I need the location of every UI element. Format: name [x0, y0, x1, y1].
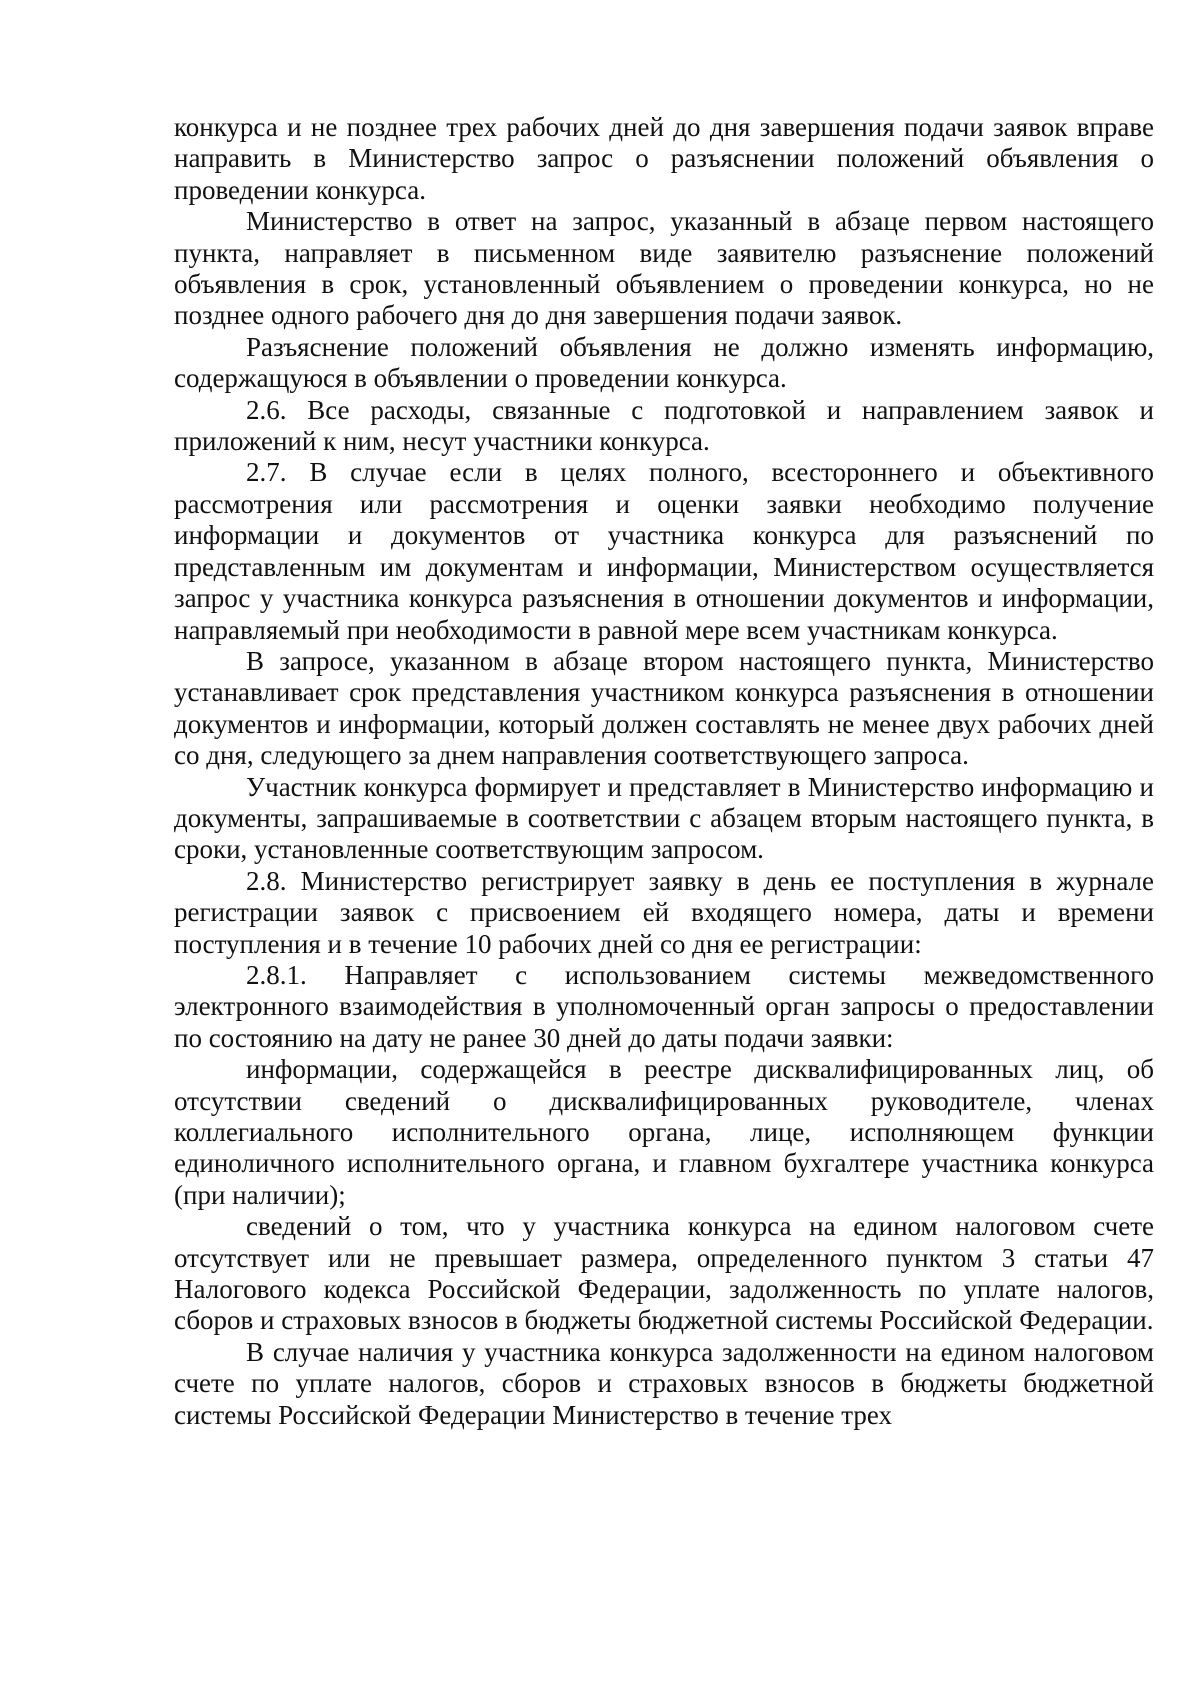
paragraph-clarification-limits: Разъяснение положений объявления не должно изменять информацию, содержащуюся в объявлении о проведении конкурса. — [174, 331, 1154, 394]
paragraph-2-8: 2.8. Министерство регистрирует заявку в день ее поступления в журнале регистрации заявок с присвоением ей входящего номера, даты и времени поступления и в течение 10 рабочих дней со дня ее регистрации: — [174, 865, 1154, 959]
paragraph-debt-case: В случае наличия у участника конкурса задолженности на едином налоговом счете по уплате налогов, сборов и страховых взносов в бюджеты бюджетной системы Российской Федерации Министерство в течение трех — [174, 1336, 1154, 1430]
paragraph-tax-debt-info: сведений о том, что у участника конкурса на едином налоговом счете отсутствует или не превышает размера, определенного пунктом 3 статьи 47 Налогового кодекса Российской Федерации, задолженность по уплате налогов, сборов и страховых взносов в бюджеты бюджетной системы Российской Федерации. — [174, 1211, 1154, 1336]
paragraph-disqualified-registry: информации, содержащейся в реестре дисквалифицированных лиц, об отсутствии сведений о дисквалифицированных руководителе, членах коллегиального исполнительного органа, лице, исполняющем функции единоличного исполнительного органа, и главном бухгалтере участника конкурса (при наличии); — [174, 1054, 1154, 1210]
paragraph-2-8-1: 2.8.1. Направляет с использованием системы межведомственного электронного взаимодействия в уполномоченный орган запросы о предоставлении по состоянию на дату не ранее 30 дней до даты подачи заявки: — [174, 959, 1154, 1053]
paragraph-ministry-response: Министерство в ответ на запрос, указанный в абзаце первом настоящего пункта, направляет в письменном виде заявителю разъяснение положений объявления в срок, установленный объявлением о проведении конкурса, но не позднее одного рабочего дня до дня завершения подачи заявок. — [174, 206, 1154, 331]
paragraph-participant-submits: Участник конкурса формирует и представляет в Министерство информацию и документы, запрашиваемые в соответствии с абзацем вторым настоящего пункта, в сроки, установленные соответствующим запросом. — [174, 771, 1154, 865]
paragraph-continuation: конкурса и не позднее трех рабочих дней до дня завершения подачи заявок вправе направить в Министерство запрос о разъяснении положений объявления о проведении конкурса. — [174, 112, 1154, 205]
paragraph-request-deadline: В запросе, указанном в абзаце втором настоящего пункта, Министерство устанавливает срок представления участником конкурса разъяснения в отношении документов и информации, который должен составлять не менее двух рабочих дней со дня, следующего за днем направления соответствующего запроса. — [174, 645, 1154, 771]
document-page — [174, 112, 1154, 1431]
paragraph-2-7: 2.7. В случае если в целях полного, всестороннего и объективного рассмотрения или рассмотрения и оценки заявки необходимо получение информации и документов от участника конкурса для разъяснений по представленным им документам и информации, Министерством осуществляется запрос у участника конкурса разъяснения в отношении документов и информации, направляемый при необходимости в равной мере всем участникам конкурса. — [174, 457, 1154, 645]
paragraph-2-6: 2.6. Все расходы, связанные с подготовкой и направлением заявок и приложений к ним, несут участники конкурса. — [174, 394, 1154, 457]
